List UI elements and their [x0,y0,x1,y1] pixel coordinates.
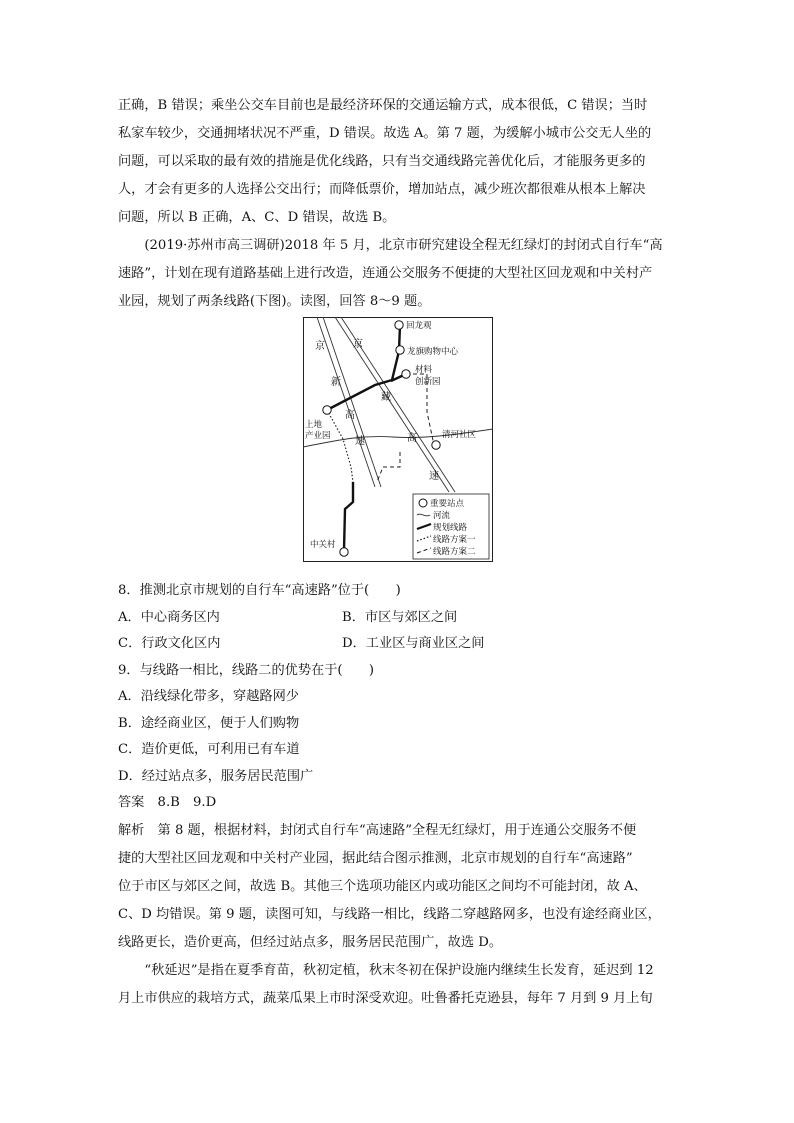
label-zhongguancun: 中关村 [310,540,336,550]
option-c: C．造价更低，可利用已有车道 [118,742,300,757]
text-line: 解析 第 8 题，根据材料，封闭式自行车“高速路”全程无红绿灯，用于连通公交服务不便 [118,822,637,838]
label-cailiao-2: 创新园 [415,377,441,387]
question-9 [118,658,681,791]
station-shangdi [323,406,331,414]
label-cailiao-1: 材料 [415,365,433,375]
label-longqi: 龙旗购物中心 [407,347,459,357]
label-qinghe: 清河社区 [442,430,477,440]
route-map [303,317,493,562]
road-label-xin: 新 [331,377,341,388]
answer-line: 答案 8.B 9.D [118,795,217,810]
question-9-stem: 9．与线路一相比，线路二的优势在于( ) [118,662,375,678]
option-b: B．市区与郊区之间 [342,609,458,625]
paragraph-question-intro [118,232,681,316]
question-8 [118,578,681,658]
station-huilongguan [395,321,403,329]
legend-station-label: 重要站点 [430,499,465,509]
text-line: “秋延迟”是指在夏季育苗，秋初定植，秋末冬初在保护设施内继续生长发育，延迟到 12 [144,962,654,978]
road-label-zang: 藏 [381,392,391,403]
road-label-gao-2: 高 [407,433,417,444]
text-line: 线路更长，造价更高，但经过站点多，服务居民范围广，故选 D。 [118,934,503,950]
option-c: C．行政文化区内 [118,636,221,651]
legend-planned-label: 规划线路 [433,523,468,533]
question-8-stem: 8．推测北京市规划的自行车“高速路”位于( ) [118,583,401,598]
legend-river-label: 河流 [433,511,451,521]
option-d: D．工业区与商业区之间 [342,636,485,651]
road-label-jing-2: 京 [353,339,363,350]
station-longqi [396,346,404,354]
station-cailiao [402,370,410,378]
text-line: 正确，B 错误；乘坐公交车目前也是最经济环保的交通运输方式，成本很低，C 错误；当时 [118,98,648,113]
option-d: D．经过站点多，服务居民范围广 [118,768,314,784]
question-8-options-row2 [118,631,681,658]
road-label-su-2: 速 [429,471,439,482]
text-line: C、D 均错误。第 9 题，读图可知，与线路一相比，线路二穿越路网多，也没有途经商业区， [118,906,661,922]
option-a: A．中心商务区内 [118,609,220,625]
route-map-svg [303,317,493,562]
station-zhongguancun [340,548,348,556]
text-line: 业园，规划了两条线路(下图)。读图，回答 8～9 题。 [118,294,431,309]
text-line: 问题，所以 B 正确，A、C、D 错误，故选 B。 [118,210,396,225]
paragraph-next-material [118,957,681,1013]
text-line: 私家车较少，交通拥堵状况不严重，D 错误。故选 A。第 7 题，为缓解小城市公交无人坐的 [118,126,652,141]
map-legend [413,494,489,559]
road-label-jing-1: 京 [315,341,325,352]
paragraph-analysis [118,817,681,957]
road-label-su-1: 速 [355,436,365,447]
label-shangdi-1: 上地 [305,420,323,430]
text-line: 问题，可以采取的最有效的措施是优化线路，只有当交通线路完善优化后，才能服务更多的 [118,154,646,169]
text-line: 月上市供应的栽培方式，蔬菜瓜果上市时深受欢迎。吐鲁番托克逊县，每年 7 月到 9 月上旬 [118,990,653,1006]
legend-plan1-label: 线路方案一 [433,535,476,545]
text-line: 人，才会有更多的人选择公交出行；而降低票价，增加站点，减少班次都很难从根本上解决 [118,182,646,197]
question-8-options-row1 [118,605,681,632]
label-huilongguan: 回龙观 [406,321,432,331]
option-b: B．途经商业区，便于人们购物 [118,715,300,731]
paragraph-previous-analysis [118,92,681,232]
legend-plan2-label: 线路方案二 [433,547,476,557]
legend-station-icon [419,499,427,507]
station-qinghe [432,441,440,449]
text-line: 捷的大型社区回龙观和中关村产业园，据此结合图示推测，北京市规划的自行车“高速路” [118,850,633,866]
road-label-gao-1: 高 [345,410,355,421]
text-line: 位于市区与郊区之间，故选 B。其他三个选项功能区内或功能区之间均不可能封闭，故 A、 [118,878,647,894]
option-a: A．沿线绿化带多，穿越路网少 [118,689,299,704]
text-line: 速路”，计划在现有道路基础上进行改造，连通公交服务不便捷的大型社区回龙观和中关村产 [118,266,653,281]
text-line: (2019·苏州市高三调研)2018 年 5 月，北京市研究建设全程无红绿灯的封闭式自行车“高 [144,238,663,253]
label-shangdi-2: 产业园 [305,431,331,441]
